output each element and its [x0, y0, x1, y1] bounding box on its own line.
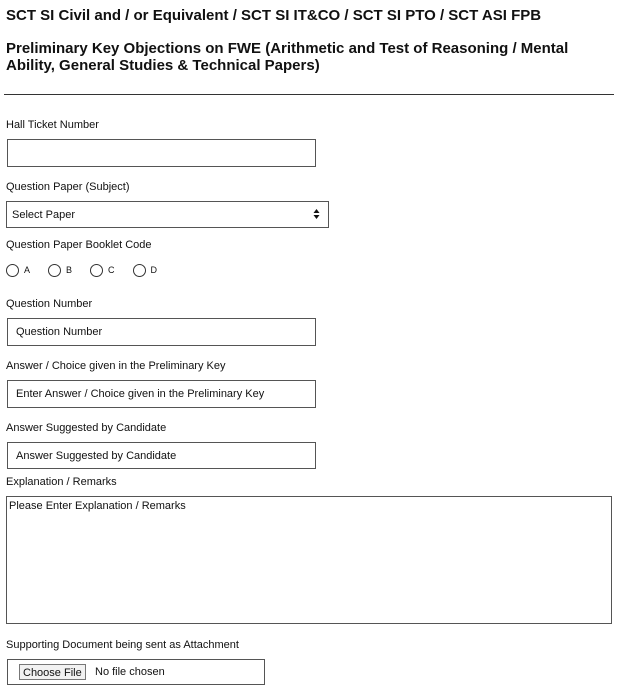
question-number-input[interactable]: [7, 318, 316, 346]
booklet-option-d[interactable]: [133, 261, 158, 279]
no-file-chosen-text: No file chosen: [95, 666, 165, 678]
page-title: SCT SI Civil and / or Equivalent / SCT SI IT&CO / SCT SI PTO / SCT ASI FPB: [6, 7, 542, 24]
booklet-option-c[interactable]: [90, 261, 115, 279]
choose-file-button[interactable]: Choose File: [19, 664, 86, 680]
radio-icon: [6, 264, 19, 277]
subject-label: Question Paper (Subject): [6, 181, 130, 193]
page-subtitle: Preliminary Key Objections on FWE (Arithmetic and Test of Reasoning / Mental Ability, General Studies & Technical Papers): [6, 40, 569, 74]
question-number-label: Question Number: [6, 298, 93, 310]
suggested-answer-input[interactable]: [7, 442, 316, 469]
preliminary-key-label: Answer / Choice given in the Preliminary Key: [6, 360, 226, 372]
suggested-answer-placeholder: Answer Suggested by Candidate: [16, 449, 177, 462]
question-number-placeholder: Question Number: [16, 326, 103, 338]
booklet-option-a[interactable]: [6, 261, 30, 279]
preliminary-key-input[interactable]: [7, 380, 316, 408]
radio-icon: [48, 264, 61, 277]
subject-select[interactable]: [6, 201, 329, 228]
booklet-code-label: Question Paper Booklet Code: [6, 239, 152, 251]
booklet-option-label: A: [24, 265, 31, 275]
subject-selected-value: Select Paper: [12, 208, 75, 221]
suggested-answer-label: Answer Suggested by Candidate: [6, 422, 167, 434]
divider: [4, 94, 614, 95]
hall-ticket-input[interactable]: [7, 139, 316, 167]
booklet-option-b[interactable]: [48, 261, 72, 279]
explanation-placeholder: Please Enter Explanation / Remarks: [9, 500, 186, 512]
radio-icon: [133, 264, 146, 277]
select-arrows-icon: [313, 208, 320, 220]
preliminary-key-placeholder: Enter Answer / Choice given in the Preliminary Key: [16, 388, 265, 400]
attachment-file-input: [7, 659, 265, 685]
booklet-option-label: C: [108, 265, 115, 275]
explanation-textarea[interactable]: [6, 496, 612, 624]
radio-icon: [90, 264, 103, 277]
booklet-option-label: D: [150, 265, 158, 275]
explanation-label: Explanation / Remarks: [6, 476, 117, 488]
booklet-code-radio-group: [6, 261, 175, 279]
booklet-option-label: B: [66, 265, 73, 275]
hall-ticket-label: Hall Ticket Number: [6, 119, 99, 131]
attachment-label: Supporting Document being sent as Attachment: [6, 639, 239, 651]
